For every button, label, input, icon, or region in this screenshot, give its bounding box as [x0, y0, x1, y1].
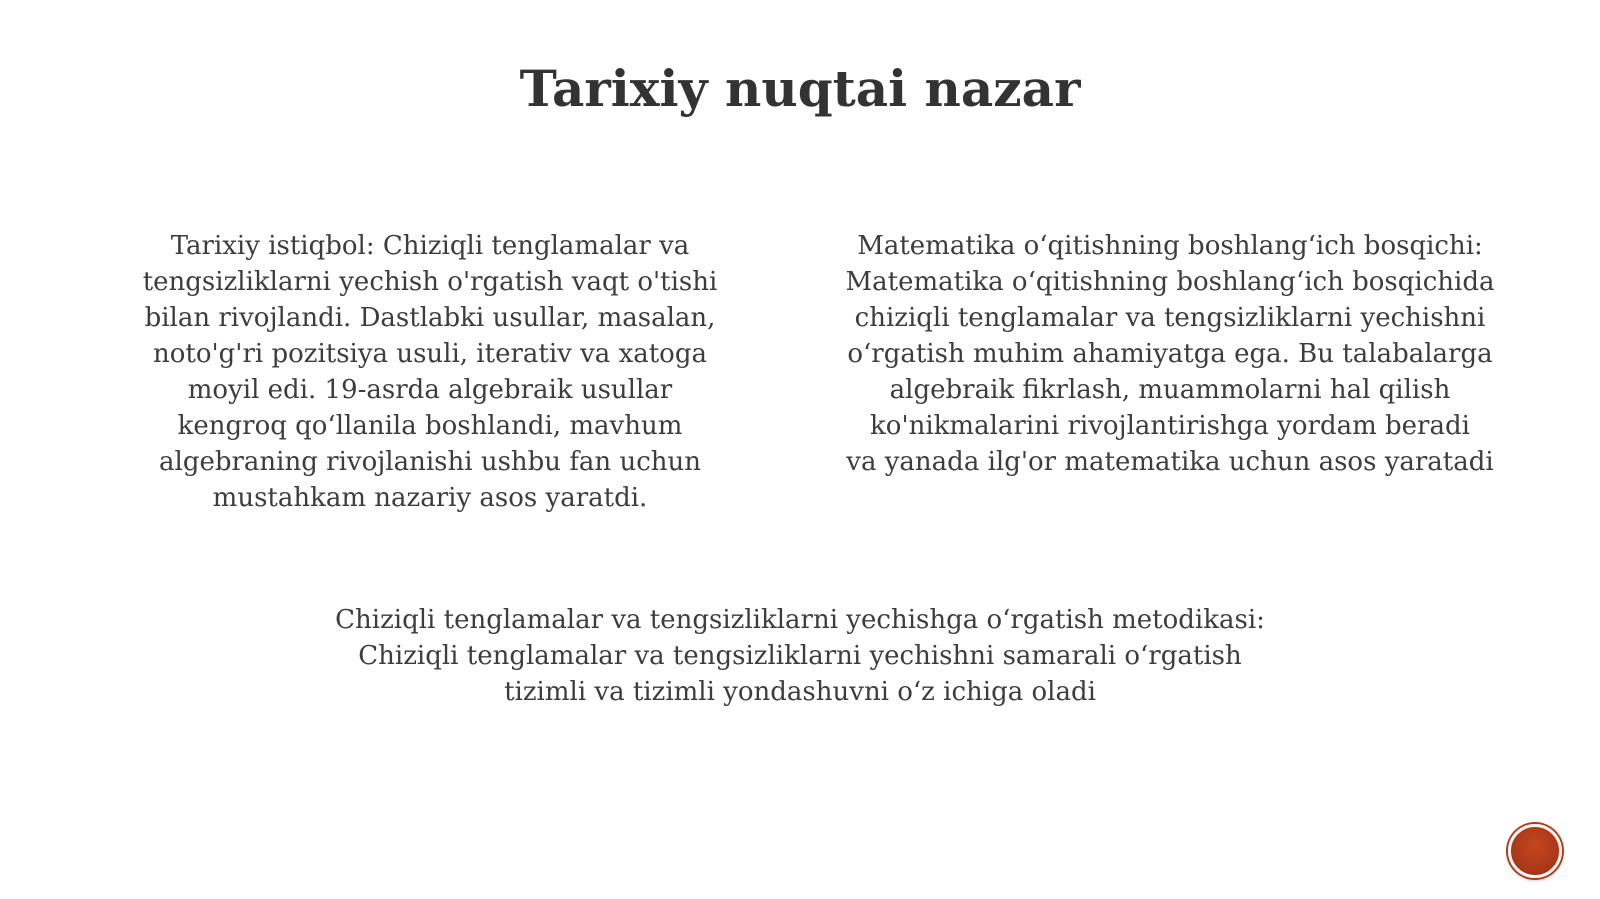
text-line: Chiziqli tenglamalar va tengsizliklarni yechishni samarali o‘rgatish	[358, 641, 1242, 671]
text-line: tizimli va tizimli yondashuvni o‘z ichiga oladi	[504, 677, 1096, 707]
text-line: mustahkam nazariy asos yaratdi.	[212, 483, 648, 513]
text-line: Matematika o‘qitishning boshlang‘ich bosqichida	[845, 267, 1495, 297]
text-line: bilan rivojlandi. Dastlabki usullar, masalan,	[144, 303, 716, 333]
text-line: o‘rgatish muhim ahamiyatga ega. Bu talabalarga	[847, 339, 1493, 369]
text-line: noto'g'ri pozitsiya usuli, iterativ va xatoga	[153, 339, 707, 369]
text-line: Chiziqli tenglamalar va tengsizliklarni yechishga o‘rgatish metodikasi:	[335, 605, 1265, 635]
slide-title: Tarixiy nuqtai nazar	[519, 59, 1081, 118]
text-line: tengsizliklarni yechish o'rgatish vaqt o'tishi	[142, 267, 718, 297]
text-block-initial-stage	[790, 228, 1550, 480]
text-line: algebraik fikrlash, muammolarni hal qilish	[889, 375, 1451, 405]
text-line: kengroq qo‘llanila boshlandi, mavhum	[177, 411, 683, 441]
text-line: algebraning rivojlanishi ushbu fan uchun	[159, 447, 701, 477]
text-block-methodology	[240, 602, 1360, 710]
text-line: ko'nikmalarini rivojlantirishga yordam beradi	[870, 411, 1470, 441]
text-block-historical-perspective	[100, 228, 760, 516]
text-line: chiziqli tenglamalar va tengsizliklarni yechishni	[854, 303, 1486, 333]
text-line: Matematika o‘qitishning boshlang‘ich bosqichi:	[857, 231, 1483, 261]
text-line: Tarixiy istiqbol: Chiziqli tenglamalar va	[170, 231, 690, 261]
text-line: moyil edi. 19-asrda algebraik usullar	[187, 375, 673, 405]
circle-nav-icon[interactable]	[1508, 824, 1562, 878]
text-line: va yanada ilg'or matematika uchun asos yaratadi	[846, 447, 1494, 477]
